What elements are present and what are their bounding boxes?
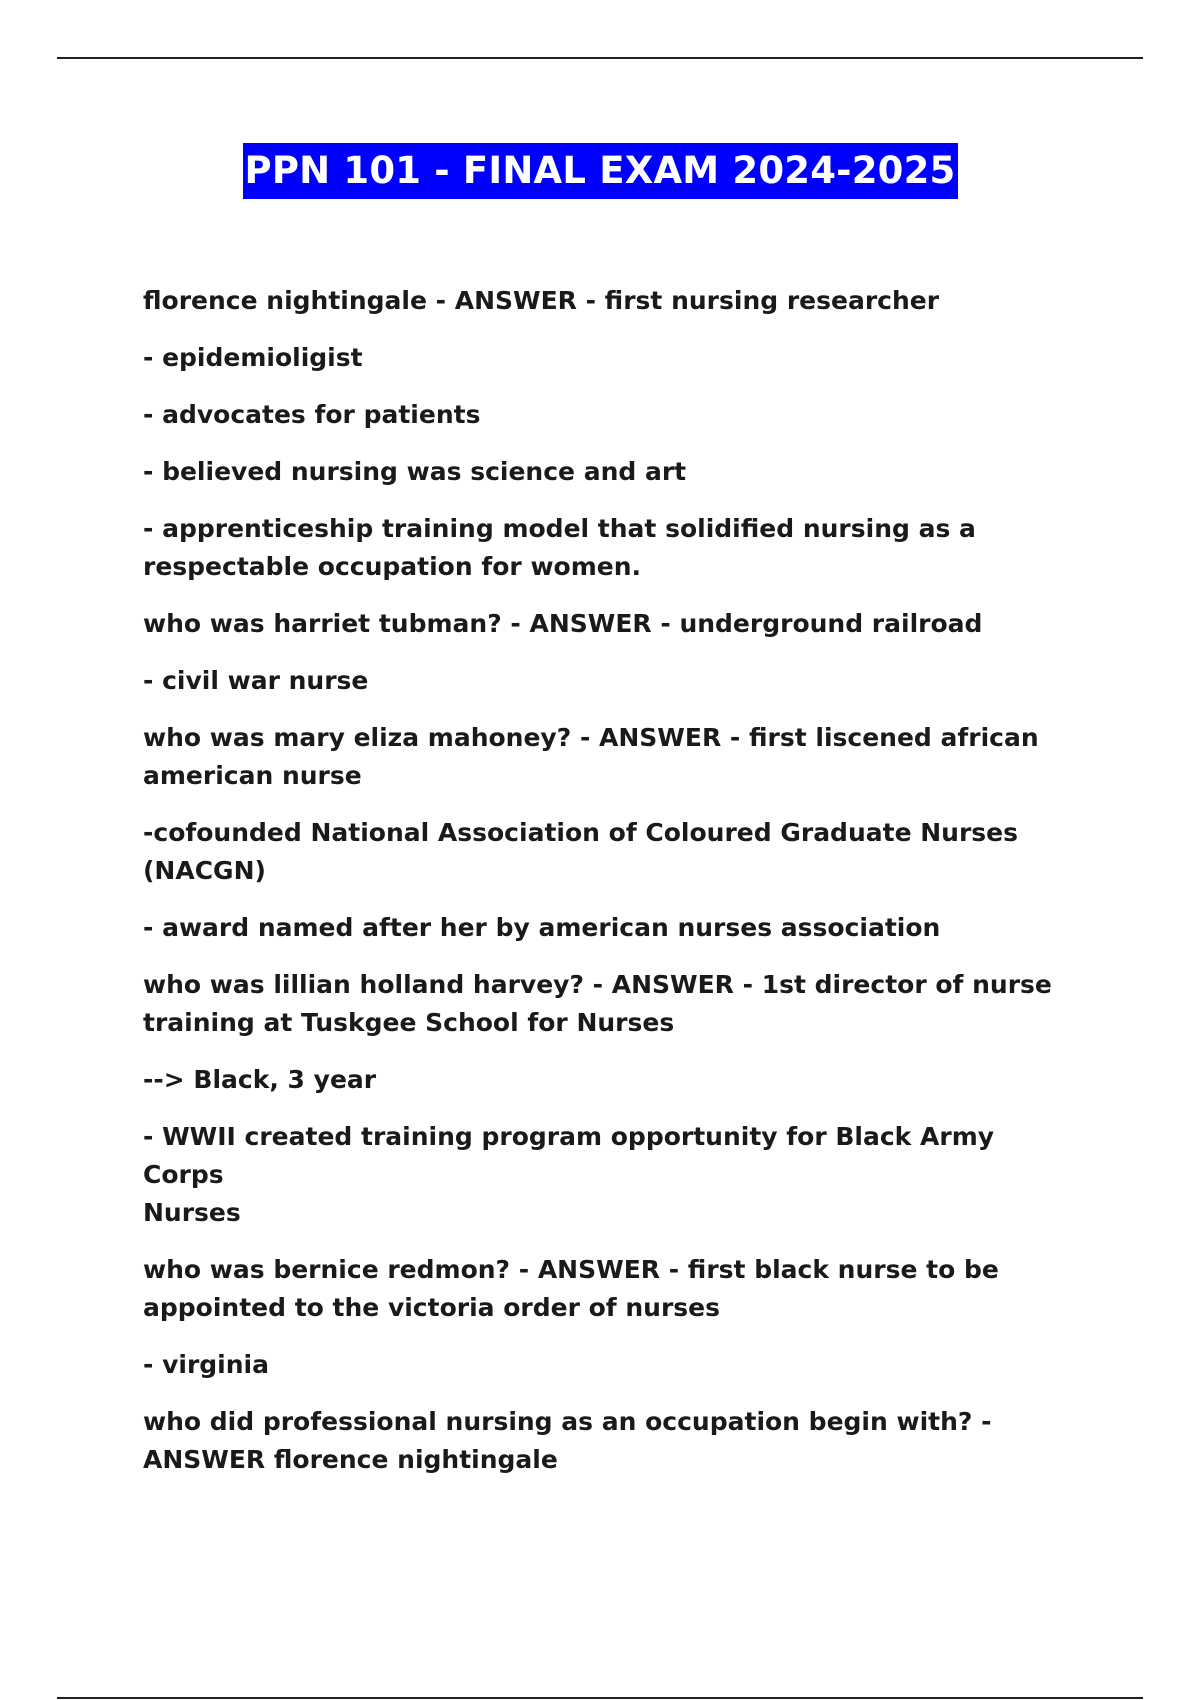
paragraph-11: who was lillian holland harvey? - ANSWER - 1st director of nurse training at Tuskgee School for Nurses (143, 970, 1052, 1037)
paragraph-8: who was mary eliza mahoney? - ANSWER - first liscened african american nurse (143, 723, 1039, 790)
bottom-rule (57, 1697, 1143, 1699)
title-container (0, 143, 1200, 199)
paragraph-12: --> Black, 3 year (143, 1065, 377, 1094)
paragraph-6: who was harriet tubman? - ANSWER - underground railroad (143, 609, 983, 638)
paragraph-16: who did professional nursing as an occupation begin with? - ANSWER florence nightingale (143, 1407, 992, 1474)
paragraph-9: -cofounded National Association of Coloured Graduate Nurses (NACGN) (143, 818, 1018, 885)
paragraph-1: florence nightingale - ANSWER - first nursing researcher (143, 286, 940, 315)
paragraph-5: - apprenticeship training model that solidified nursing as a respectable occupation for women. (143, 514, 976, 581)
paragraph-10: - award named after her by american nurses association (143, 913, 941, 942)
paragraph-3: - advocates for patients (143, 400, 481, 429)
paragraph-14: who was bernice redmon? - ANSWER - first black nurse to be appointed to the victoria order of nurses (143, 1255, 999, 1322)
paragraph-7: - civil war nurse (143, 666, 369, 695)
paragraph-15: - virginia (143, 1350, 269, 1379)
document-body (143, 282, 1073, 1498)
top-rule (57, 57, 1143, 59)
paragraph-2: - epidemioligist (143, 343, 363, 372)
paragraph-13: - WWII created training program opportunity for Black Army Corps Nurses (143, 1122, 995, 1227)
document-title: PPN 101 - FINAL EXAM 2024-2025 (243, 143, 958, 199)
paragraph-4: - believed nursing was science and art (143, 457, 687, 486)
